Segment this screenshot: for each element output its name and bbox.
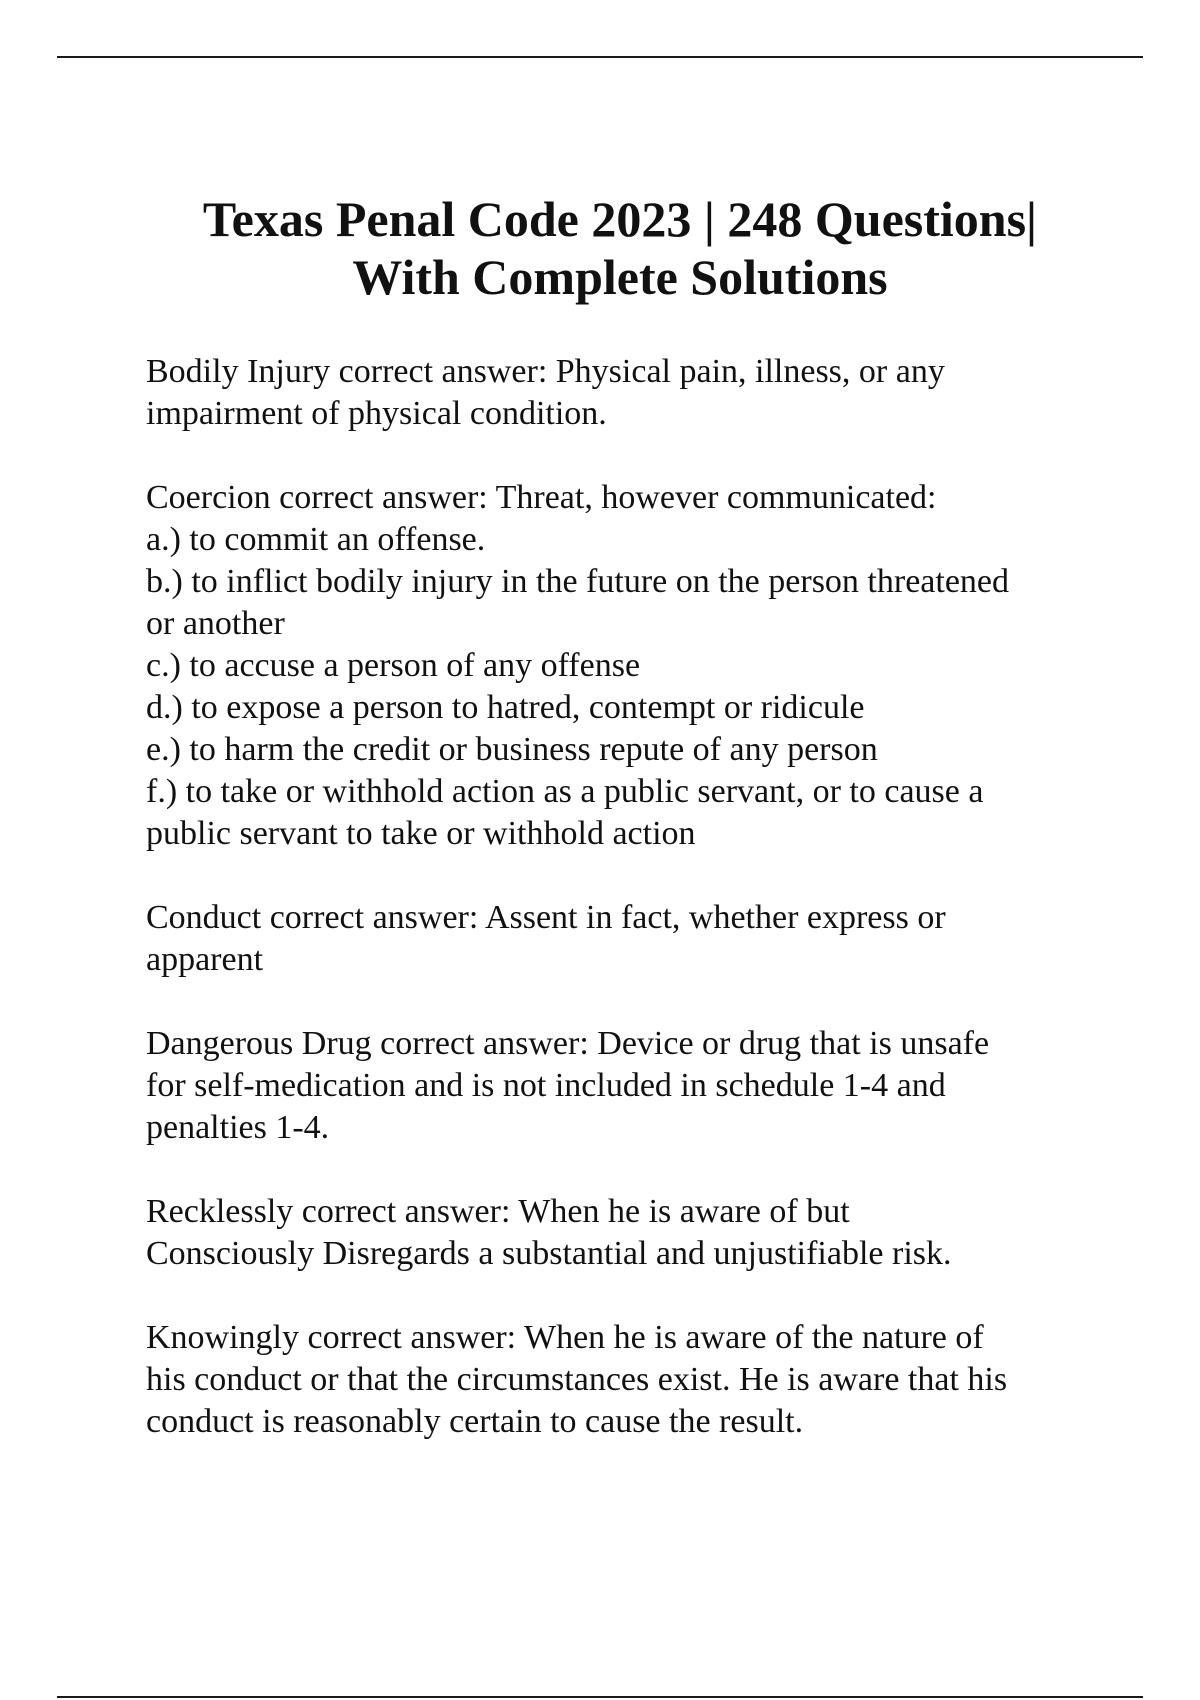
entry-line: f.) to take or withhold action as a public servant, or to cause a bbox=[146, 773, 984, 810]
entry-line: a.) to commit an offense. bbox=[146, 521, 486, 558]
title-line-2: With Complete Solutions bbox=[352, 249, 888, 305]
entry-line: conduct is reasonably certain to cause the result. bbox=[146, 1403, 804, 1440]
entry-text bbox=[146, 1317, 1086, 1443]
entry-text bbox=[146, 1191, 1086, 1275]
entry-text bbox=[146, 897, 1086, 981]
entry-line: his conduct or that the circumstances exist. He is aware that his bbox=[146, 1361, 1008, 1398]
entry-dangerous-drug bbox=[146, 1023, 1086, 1149]
document-body bbox=[146, 351, 1086, 1485]
entry-line: Recklessly correct answer: When he is aware of but bbox=[146, 1193, 850, 1230]
entry-line: Consciously Disregards a substantial and unjustifiable risk. bbox=[146, 1235, 952, 1272]
entry-line: Knowingly correct answer: When he is aware of the nature of bbox=[146, 1319, 984, 1356]
entry-line: Conduct correct answer: Assent in fact, whether express or bbox=[146, 899, 946, 936]
entry-line: impairment of physical condition. bbox=[146, 395, 607, 432]
entry-line: c.) to accuse a person of any offense bbox=[146, 647, 641, 684]
entry-line: penalties 1-4. bbox=[146, 1109, 330, 1146]
entry-line: Bodily Injury correct answer: Physical pain, illness, or any bbox=[146, 353, 945, 390]
entry-line: or another bbox=[146, 605, 285, 642]
entry-text bbox=[146, 351, 1086, 435]
entry-conduct bbox=[146, 897, 1086, 981]
entry-bodily-injury bbox=[146, 351, 1086, 435]
entry-line: for self-medication and is not included in schedule 1-4 and bbox=[146, 1067, 946, 1104]
entry-line: b.) to inflict bodily injury in the future on the person threatened bbox=[146, 563, 1009, 600]
entry-line: Dangerous Drug correct answer: Device or drug that is unsafe bbox=[146, 1025, 990, 1062]
title-line-1: Texas Penal Code 2023 | 248 Questions| bbox=[202, 191, 1038, 247]
bottom-rule bbox=[57, 1696, 1143, 1698]
entry-line: apparent bbox=[146, 941, 264, 978]
document-title bbox=[60, 190, 1180, 306]
entry-line: public servant to take or withhold action bbox=[146, 815, 696, 852]
entry-text bbox=[146, 477, 1086, 855]
entry-knowingly bbox=[146, 1317, 1086, 1443]
entry-line: Coercion correct answer: Threat, however communicated: bbox=[146, 479, 937, 516]
entry-text bbox=[146, 1023, 1086, 1149]
entry-line: d.) to expose a person to hatred, contempt or ridicule bbox=[146, 689, 865, 726]
top-rule bbox=[57, 56, 1143, 58]
entry-coercion bbox=[146, 477, 1086, 855]
entry-recklessly bbox=[146, 1191, 1086, 1275]
entry-line: e.) to harm the credit or business repute of any person bbox=[146, 731, 878, 768]
